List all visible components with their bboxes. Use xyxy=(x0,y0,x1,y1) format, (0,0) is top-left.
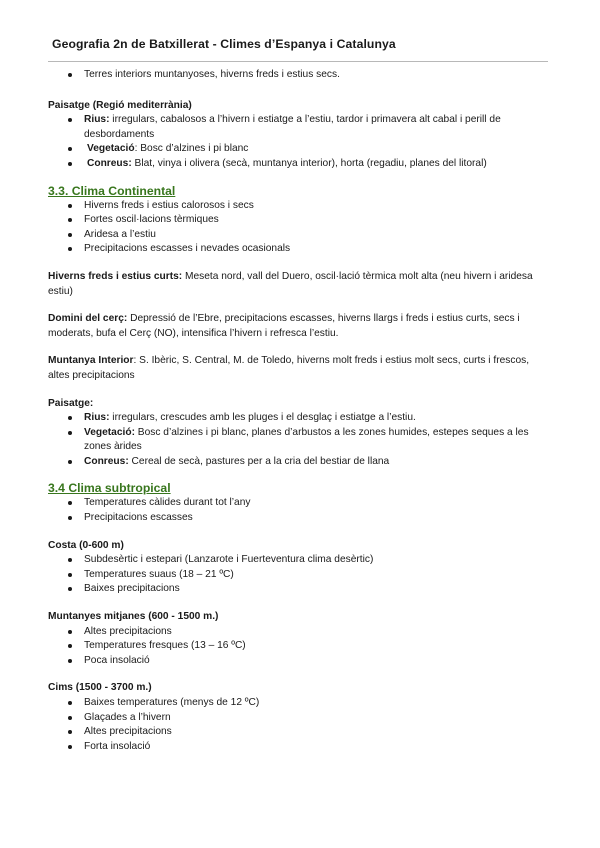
item-label: Conreus: xyxy=(84,455,129,467)
document-body xyxy=(48,64,553,754)
list-item: Temperatures càlides durant tot l’any xyxy=(48,496,553,511)
item-text: Blat, vinya i olivera (secà, muntanya interior), horta (regadiu, planes del litoral) xyxy=(131,157,487,169)
continental-paisatge-list xyxy=(48,411,553,469)
item-label: Rius: xyxy=(84,114,110,126)
item-text: : Bosc d’alzines i pi blanc xyxy=(134,143,249,155)
paragraph-label: Muntanya Interior xyxy=(48,355,134,367)
document-title: Geografia 2n de Batxillerat - Climes d’Espanya i Catalunya xyxy=(52,37,396,51)
list-item: Subdesèrtic i estepari (Lanzarote i Fuerteventura clima desèrtic) xyxy=(48,553,553,568)
cims-heading: Cims (1500 - 3700 m.) xyxy=(48,682,152,694)
list-item: Precipitacions escasses xyxy=(48,511,553,526)
paragraph-muntanya-interior xyxy=(48,354,553,383)
item-label: Vegetació: xyxy=(84,426,135,438)
list-item xyxy=(48,455,553,470)
med-paisatge-heading: Paisatge (Regió mediterrània) xyxy=(48,99,192,111)
paragraph-text: Depressió de l’Ebre, precipitacions escasses, hiverns llargs i freds i estius curts, secs i moderats, bufa el Cerç (NO), intensifica l’hivern i refresca l’estiu. xyxy=(48,313,520,339)
top-list xyxy=(48,68,553,83)
muntanyes-mitjanes-list xyxy=(48,625,553,669)
continental-paisatge-heading: Paisatge: xyxy=(48,397,94,409)
list-item: Temperatures fresques (13 – 16 ºC) xyxy=(48,639,553,654)
section-heading-continental: 3.3. Clima Continental xyxy=(48,183,176,198)
list-item: Temperatures suaus (18 – 21 ºC) xyxy=(48,568,553,583)
item-text: irregulars, crescudes amb les pluges i el desglaç i estiatge a l’estiu. xyxy=(109,412,416,424)
section-heading-subtropical: 3.4 Clima subtropical xyxy=(48,481,171,496)
item-label: Vegetació xyxy=(87,143,135,155)
paragraph-label: Hiverns freds i estius curts: xyxy=(48,270,183,282)
cims-list xyxy=(48,696,553,754)
paragraph-domini-cerc xyxy=(48,312,553,341)
list-item: Baixes precipitacions xyxy=(48,582,553,597)
item-text: Bosc d’alzines i pi blanc, planes d’arbustos a les zones humides, estepes seques a les zones àrides xyxy=(84,426,529,453)
list-item: Altes precipitacions xyxy=(48,625,553,640)
paragraph-text: Meseta nord, vall del Duero, oscil·lació tèrmica molt alta (neu hivern i aridesa estiu) xyxy=(48,270,533,297)
muntanyes-mitjanes-heading: Muntanyes mitjanes (600 - 1500 m.) xyxy=(48,611,219,623)
paragraph-hiverns-freds xyxy=(48,270,553,299)
header-divider xyxy=(48,61,548,62)
item-label: Rius: xyxy=(84,412,110,424)
paragraph-text: : S. Ibèric, S. Central, M. de Toledo, hiverns molt freds i estius molt secs, curts i frescos, altes precipitacions xyxy=(48,355,530,381)
med-paisatge-list xyxy=(48,113,553,171)
list-item: Baixes temperatures (menys de 12 ºC) xyxy=(48,696,553,711)
list-item xyxy=(48,157,553,172)
costa-heading: Costa (0-600 m) xyxy=(48,539,124,551)
list-item xyxy=(48,411,553,426)
list-item: Poca insolació xyxy=(48,654,553,669)
list-item: Glaçades a l’hivern xyxy=(48,711,553,726)
item-label: Conreus: xyxy=(87,157,132,169)
list-item xyxy=(48,113,553,142)
paragraph-label: Domini del cerç: xyxy=(48,313,128,325)
list-item: Fortes oscil·lacions tèrmiques xyxy=(48,213,553,228)
list-item: Terres interiors muntanyoses, hiverns freds i estius secs. xyxy=(48,68,553,83)
item-text: irregulars, cabalosos a l’hivern i estiatge a l’estiu, tardor i primavera alt cabal i perill de desbordaments xyxy=(84,114,501,140)
costa-list xyxy=(48,553,553,597)
list-item xyxy=(48,142,553,157)
item-text: Cereal de secà, pastures per a la cria del bestiar de llana xyxy=(128,455,390,467)
list-item: Precipitacions escasses i nevades ocasionals xyxy=(48,242,553,257)
list-item: Aridesa a l’estiu xyxy=(48,228,553,243)
subtropical-list xyxy=(48,496,553,525)
list-item: Altes precipitacions xyxy=(48,725,553,740)
continental-list xyxy=(48,199,553,257)
list-item: Hiverns freds i estius calorosos i secs xyxy=(48,199,553,214)
list-item: Forta insolació xyxy=(48,740,553,755)
list-item xyxy=(48,426,553,455)
